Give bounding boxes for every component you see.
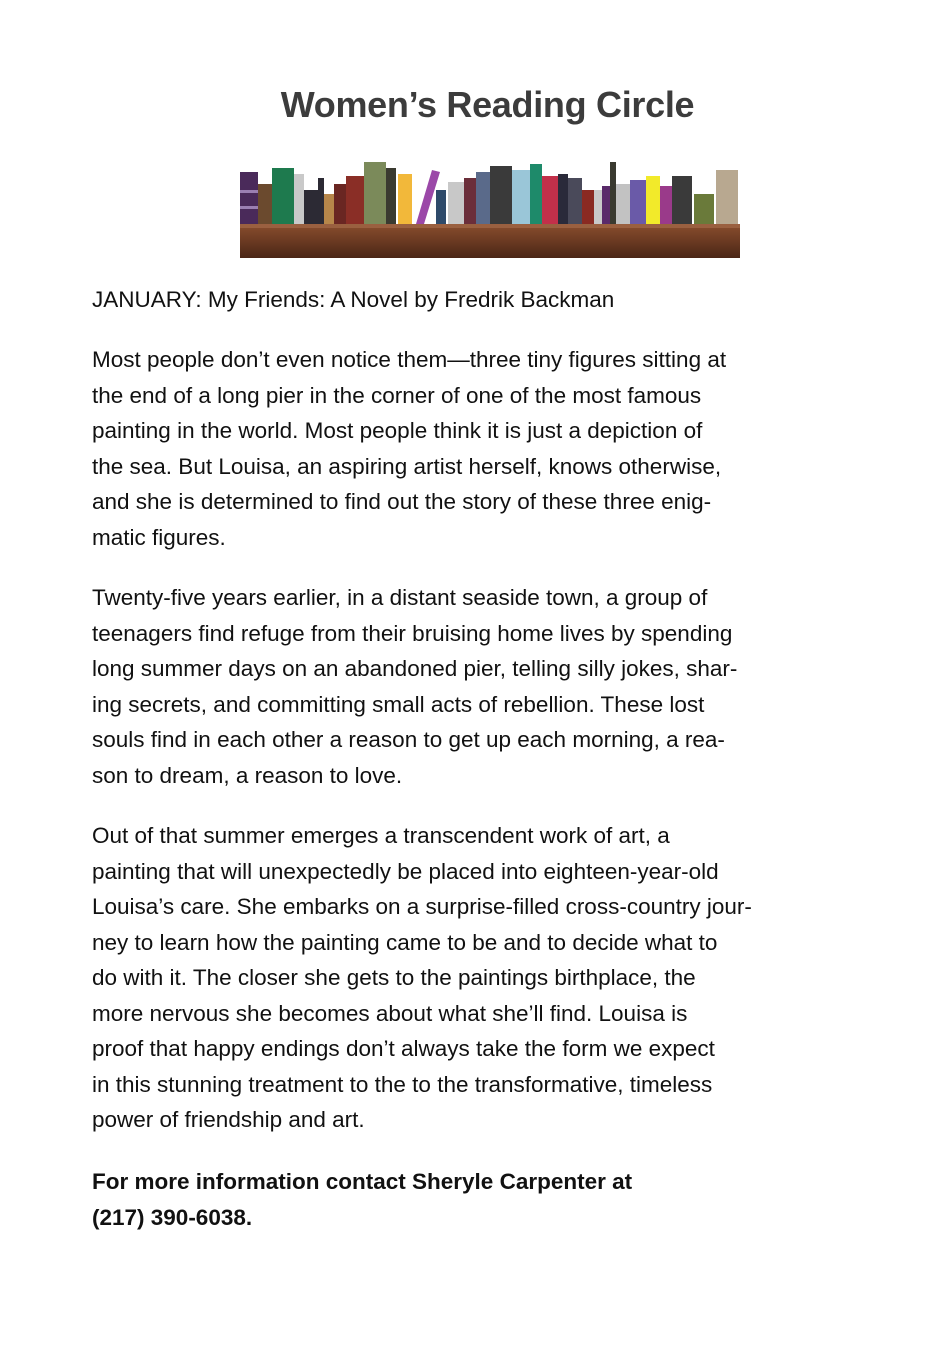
bookshelf-icon [240, 158, 740, 258]
paragraph-line: ing secrets, and committing small acts of rebellion. These lost [92, 691, 705, 717]
paragraph-line: souls find in each other a reason to get up each morning, a rea- [92, 727, 725, 752]
paragraph-line: matic figures. [92, 524, 226, 550]
synopsis-paragraph-2 [92, 580, 872, 793]
paragraph-line: proof that happy endings don’t always take the form we expect [92, 1036, 715, 1061]
paragraph-line: Louisa’s care. She embarks on a surprise-filled cross-country jour- [92, 894, 752, 919]
paragraph-line: painting that will unexpectedly be placed into eighteen-year-old [92, 858, 719, 884]
contact-line: For more information contact Sheryle Carpenter at [92, 1169, 633, 1194]
paragraph-line: do with it. The closer she gets to the paintings birthplace, the [92, 965, 696, 990]
paragraph-line: son to dream, a reason to love. [92, 762, 403, 788]
book-selection: JANUARY: My Friends: A Novel by Fredrik Backman [92, 287, 615, 312]
paragraph-line: more nervous she becomes about what she’ll find. Louisa is [92, 1000, 688, 1026]
paragraph-line: Out of that summer emerges a transcendent work of art, a [92, 823, 670, 848]
paragraph-line: long summer days on an abandoned pier, telling silly jokes, shar- [92, 656, 738, 681]
paragraph-line: painting in the world. Most people think it is just a depiction of [92, 418, 703, 443]
paragraph-line: Twenty-five years earlier, in a distant seaside town, a group of [92, 585, 708, 610]
paragraph-line: Most people don’t even notice them—three tiny figures sitting at [92, 347, 727, 372]
paragraph-line: teenagers find refuge from their bruising home lives by spending [92, 620, 733, 646]
paragraph-line: and she is determined to find out the story of these three enig- [92, 489, 712, 514]
paragraph-line: the end of a long pier in the corner of one of the most famous [92, 382, 702, 408]
contact-info [92, 1164, 872, 1235]
synopsis-paragraph-1 [92, 342, 872, 555]
synopsis-paragraph-3 [92, 818, 872, 1138]
contact-phone: (217) 390-6038. [92, 1204, 253, 1230]
paragraph-line: in this stunning treatment to the to the transformative, timeless [92, 1071, 713, 1097]
paragraph-line: power of friendship and art. [92, 1107, 365, 1132]
page-title: Women’s Reading Circle [280, 84, 695, 125]
paragraph-line: the sea. But Louisa, an aspiring artist herself, knows otherwise, [92, 453, 722, 479]
paragraph-line: ney to learn how the painting came to be and to decide what to [92, 929, 718, 955]
